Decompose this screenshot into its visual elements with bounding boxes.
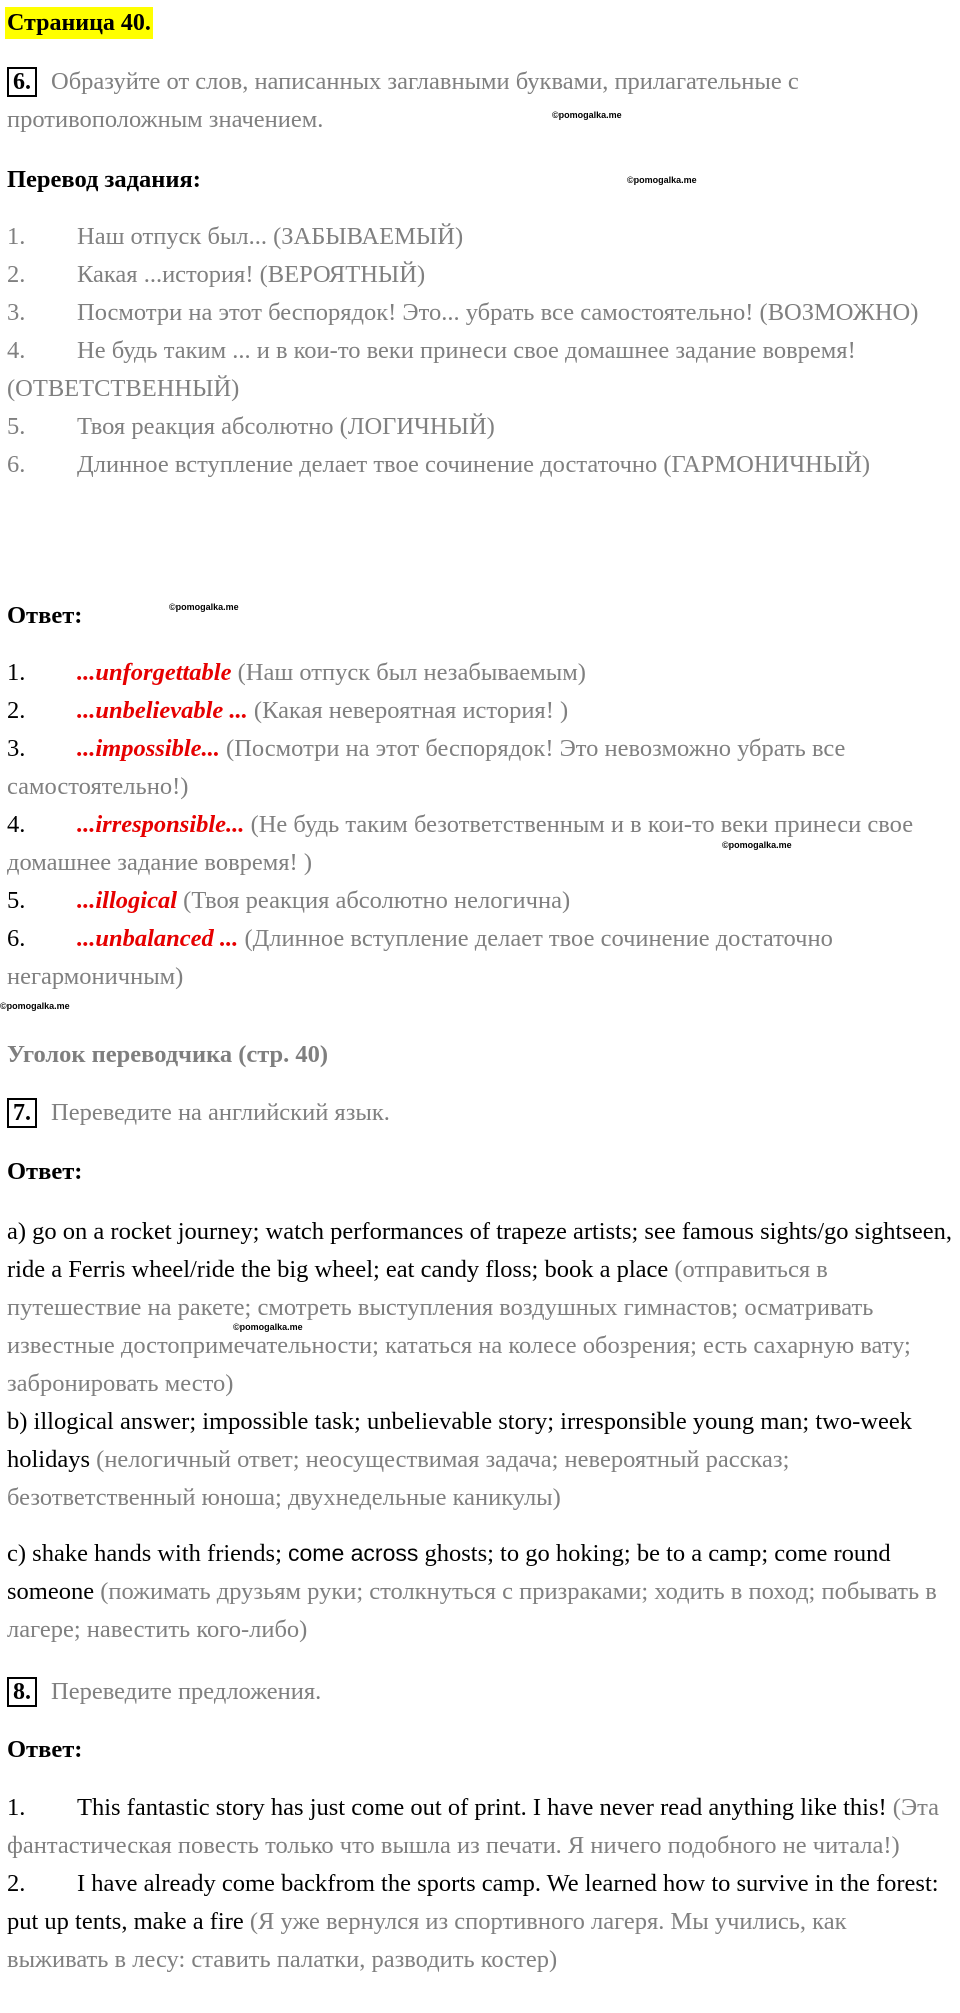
answer-word: ...unforgettable	[77, 659, 238, 686]
list-item: 5. Твоя реакция абсолютно (ЛОГИЧНЫЙ)	[7, 413, 495, 440]
list-item: 2. Какая ...история! (ВЕРОЯТНЫЙ)	[7, 261, 426, 288]
list-item: 2. I have already come backfrom the sports camp. We learned how to survive in the forest: put up tents, make a fire (Я уже вернулся из спортивного лагеря. Мы учились, как выживать в лесу: ставить палатки, разводить костер)	[7, 1870, 939, 1973]
task6-instruction: Образуйте от слов, написанных заглавными буквами, прилагательные с противоположным значением.	[7, 68, 799, 133]
task6-number: 6.	[7, 67, 37, 97]
list-item: 6. Длинное вступление делает твое сочинение достаточно (ГАРМОНИЧНЫЙ)	[7, 451, 871, 478]
task6-translation-list	[7, 218, 953, 484]
watermark: ©pomogalka.me	[169, 602, 239, 612]
watermark: ©pomogalka.me	[722, 840, 792, 850]
task6-translation-heading: Перевод задания:	[7, 166, 201, 193]
answer-a-english: a) go on a rocket journey; watch performances of trapeze artists; see famous sights/go sightseen, ride a Ferris wheel/ride the big wheel; eat candy floss; book a place	[7, 1218, 952, 1283]
task7-answer-a	[7, 1213, 953, 1403]
task7-answer-b	[7, 1403, 953, 1517]
task7-instruction: Переведите на английский язык.	[51, 1099, 390, 1126]
answer-b-english: b) illogical answer; impossible task; unbelievable story; irresponsible young man; two-week holidays	[7, 1408, 912, 1473]
watermark: ©pomogalka.me	[0, 1001, 70, 1011]
list-item: 4. Не будь таким ... и в кои-то веки принеси свое домашнее задание вовремя! (ОТВЕТСТВЕННЫЙ)	[7, 337, 856, 402]
watermark: ©pomogalka.me	[552, 110, 622, 120]
task7-answer-heading: Ответ:	[7, 1158, 83, 1185]
list-item: 1. ...unforgettable (Наш отпуск был незабываемым)	[7, 659, 586, 686]
watermark: ©pomogalka.me	[233, 1322, 303, 1332]
watermark: ©pomogalka.me	[627, 175, 697, 185]
page-title-row	[7, 4, 953, 42]
task7-answer-c	[7, 1534, 953, 1649]
answer-word: ...unbelievable ...	[77, 697, 248, 724]
task7-number: 7.	[7, 1098, 37, 1128]
answer-word: ...illogical	[77, 887, 178, 914]
task8-instruction: Переведите предложения.	[51, 1678, 322, 1705]
list-item: 6. ...unbalanced ... (Длинное вступление делает твое сочинение достаточно негармоничным)	[7, 925, 833, 990]
list-item: 1. This fantastic story has just come out of print. I have never read anything like this! (Эта фантастическая повесть только что вышла из печати. Я ничего подобного не читала!)	[7, 1794, 939, 1859]
list-item: 1. Наш отпуск был... (ЗАБЫВАЕМЫЙ)	[7, 223, 464, 250]
task8-instruction-block	[7, 1673, 953, 1711]
task8-number: 8.	[7, 1677, 37, 1707]
answer-word: ...impossible...	[77, 735, 220, 762]
answer-c-english: come across	[288, 1540, 419, 1566]
answer-a-russian: (отправиться в путешествие на ракете; смотреть выступления воздушных гимнастов; осматривать известные достопримечательности; кататься на колесе обозрения; есть сахарную вату; забронировать место)	[7, 1256, 911, 1397]
answer-c-english: ghosts; to go hoking; be to a camp; come round someone	[7, 1540, 891, 1605]
list-item: 2. ...unbelievable ... (Какая невероятная история! )	[7, 697, 569, 724]
list-item: 5. ...illogical (Твоя реакция абсолютно нелогична)	[7, 887, 571, 914]
list-item: 4. ...irresponsible... (Не будь таким безответственным и в кои-то веки принеси свое домашнее задание вовремя! )	[7, 811, 914, 876]
task6-answer-heading: Ответ:	[7, 602, 83, 629]
list-item: 3. ...impossible... (Посмотри на этот беспорядок! Это невозможно убрать все самостоятельно!)	[7, 735, 846, 800]
page-title: Страница 40.	[5, 7, 153, 39]
task8-answer-list	[7, 1789, 953, 1979]
answer-word: ...irresponsible...	[77, 811, 245, 838]
answer-b-russian: (нелогичный ответ; неосуществимая задача; невероятный рассказ; безответственный юноша; двухнедельные каникулы)	[7, 1446, 790, 1511]
translator-corner-heading: Уголок переводчика (стр. 40)	[7, 1041, 329, 1068]
answer-word: ...unbalanced ...	[77, 925, 239, 952]
answer-c-russian: (пожимать друзьям руки; столкнуться с призраками; ходить в поход; побывать в лагере; навестить кого-либо)	[7, 1578, 937, 1643]
list-item: 3. Посмотри на этот беспорядок! Это... убрать все самостоятельно! (ВОЗМОЖНО)	[7, 299, 919, 326]
task8-answer-heading: Ответ:	[7, 1736, 83, 1763]
answer-c-english: c) shake hands with friends;	[7, 1540, 288, 1567]
task6-instruction-block	[7, 63, 953, 139]
task7-instruction-block	[7, 1094, 953, 1132]
task6-answer-list	[7, 654, 953, 996]
